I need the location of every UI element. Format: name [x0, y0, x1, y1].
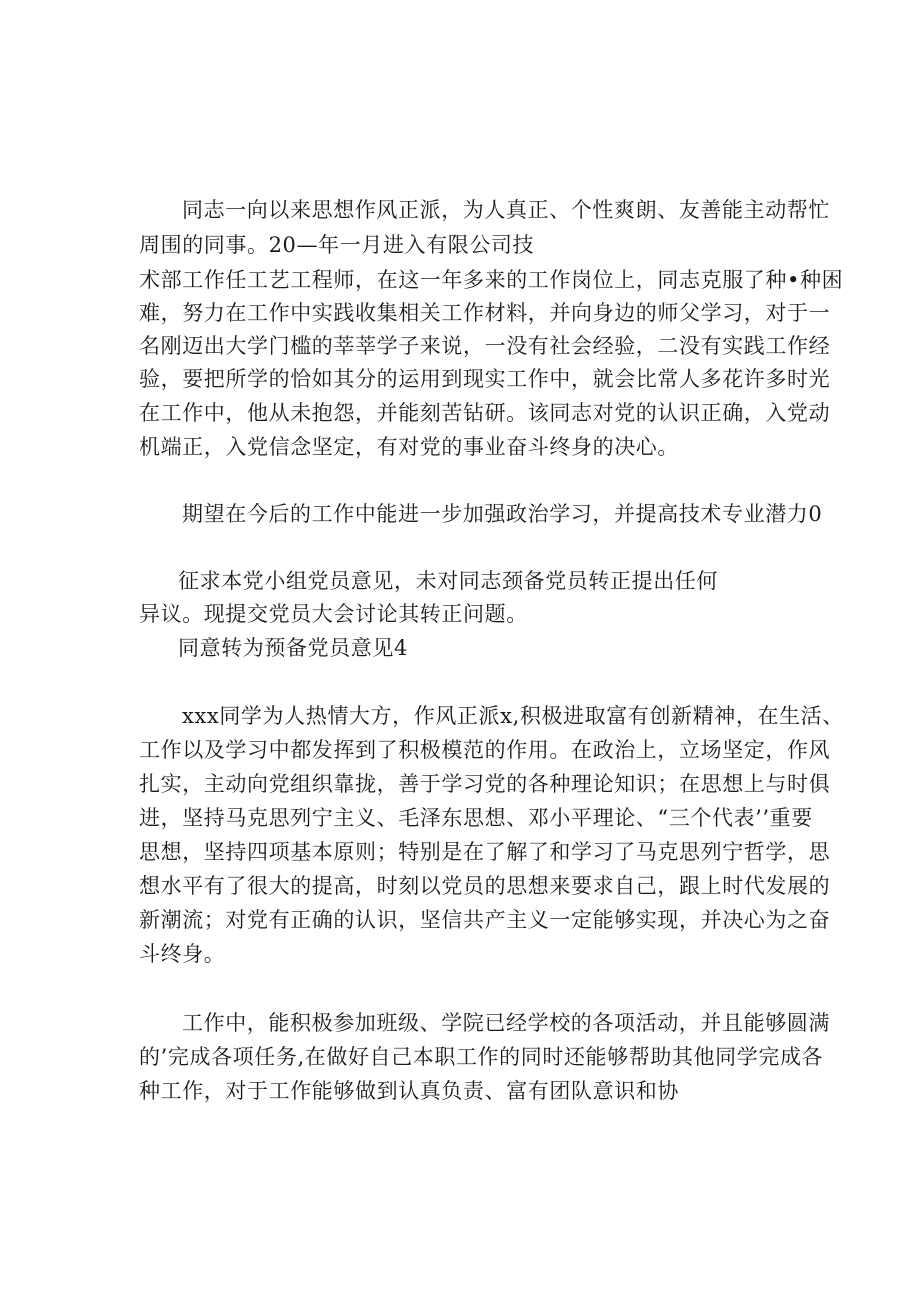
- paragraph-4-line-1: xxx同学为人热情大方，作风正派x,积极进取富有创新精神，在生活、: [182, 704, 844, 728]
- paragraph-5-line-3: 种工作，对于工作能够做到认真负责、富有团队意识和协: [139, 1079, 679, 1103]
- paragraph-1-line-6: 验，要把所学的恰如其分的运用到现实工作中，就会比常人多花许多时光: [139, 367, 831, 391]
- paragraph-3-line-3: 同意转为预备党员意见4: [178, 636, 408, 660]
- paragraph-1-line-4: 难，努力在工作中实践收集相关工作材料，并向身边的师父学习，对于一: [139, 301, 831, 325]
- paragraph-4-line-2: 工作以及学习中都发挥到了积极模范的作用。在政治上，立场坚定，作风: [139, 738, 831, 762]
- paragraph-1-line-7: 在工作中，他从未抱怨，并能刻苦钻研。该同志对党的认识正确，入党动: [139, 401, 831, 425]
- paragraph-1-line-2: 周围的同事。20—年一月进入有限公司技: [139, 233, 535, 257]
- paragraph-4-line-5: 思想，坚持四项基本原则；特别是在了解了和学习了马克思列宁哲学，思: [139, 840, 831, 864]
- paragraph-3-line-2: 异议。现提交党员大会讨论其转正问题。: [139, 602, 528, 626]
- paragraph-4-line-3: 扎实，主动向党组织靠拢，善于学习党的各种理论知识；在思想上与时俱: [139, 772, 831, 796]
- paragraph-4-line-6: 想水平有了很大的提高，时刻以党员的思想来要求自己，跟上时代发展的: [139, 874, 831, 898]
- paragraph-4-line-4: 进，坚持马克思列宁主义、毛泽东思想、邓小平理论、“三个代表’’重要: [139, 806, 813, 830]
- paragraph-1-line-5: 名刚迈出大学门槛的莘莘学子来说，一没有社会经验，二没有实践工作经: [139, 334, 831, 358]
- paragraph-5-line-1: 工作中，能积极参加班级、学院已经学校的各项活动，并且能够圆满: [182, 1011, 830, 1035]
- paragraph-2-line-1: 期望在今后的工作中能进一步加强政治学习，并提高技术专业潜力0: [182, 502, 823, 526]
- paragraph-5-line-2: 的’完成各项任务,在做好自己本职工作的同时还能够帮助其他同学完成各: [139, 1045, 824, 1069]
- paragraph-1-line-8: 机端正，入党信念坚定，有对党的事业奋斗终身的决心。: [139, 435, 679, 459]
- paragraph-3-line-1: 征求本党小组党员意见，未对同志颈备党员转正提出任何: [178, 569, 718, 593]
- paragraph-4-line-7: 新潮流；对党有正确的认识，坚信共产主义一定能够实现，并决心为之奋: [139, 908, 831, 932]
- paragraph-1-line-3: 术部工作任工艺工程师，在这一年多来的工作岗位上，同志克服了种•种困: [139, 268, 844, 292]
- paragraph-1-line-1: 同志一向以来思想作风正派，为人真正、个性爽朗、友善能主动帮忙: [182, 198, 830, 222]
- paragraph-4-line-8: 斗终身。: [139, 942, 226, 966]
